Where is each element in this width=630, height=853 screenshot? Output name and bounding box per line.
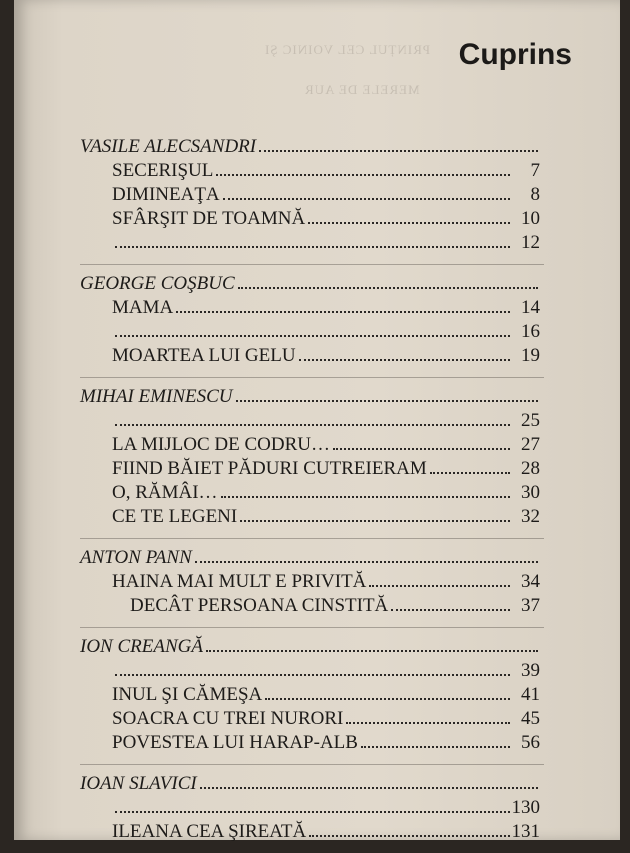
dot-leader <box>216 173 510 176</box>
author-name: IOAN SLAVICI <box>80 773 197 794</box>
author-row <box>80 273 540 297</box>
dot-leader <box>176 310 510 313</box>
section-divider <box>80 627 544 628</box>
entry-title: LA MIJLOC DE CODRU… <box>112 434 330 455</box>
toc-section <box>80 264 540 369</box>
toc-entry[interactable] <box>80 208 540 232</box>
toc-section <box>80 764 540 845</box>
toc-entry[interactable] <box>80 184 540 208</box>
dot-leader <box>115 334 510 337</box>
page-number: 14 <box>521 297 540 318</box>
dot-leader <box>223 197 510 200</box>
entry-title: SFÂRŞIT DE TOAMNĂ <box>112 208 306 229</box>
dot-leader <box>259 149 538 152</box>
table-of-contents <box>80 136 540 853</box>
toc-entry[interactable] <box>80 506 540 530</box>
toc-entry[interactable] <box>80 232 540 256</box>
page-number: 7 <box>530 160 540 181</box>
author-name: ANTON PANN <box>80 547 192 568</box>
page-number: 131 <box>511 821 540 842</box>
toc-entry[interactable] <box>80 458 540 482</box>
author-row <box>80 386 540 410</box>
dot-leader <box>430 471 510 474</box>
page-number: 56 <box>521 732 540 753</box>
toc-entry[interactable] <box>80 434 540 458</box>
author-name: GEORGE COŞBUC <box>80 273 235 294</box>
page-number: 41 <box>521 684 540 705</box>
toc-entry[interactable] <box>80 821 540 845</box>
dot-leader <box>115 245 510 248</box>
toc-section <box>80 627 540 756</box>
page-number: 37 <box>521 595 540 616</box>
page-number: 30 <box>521 482 540 503</box>
author-row <box>80 547 540 571</box>
dot-leader <box>369 584 510 587</box>
author-name: MIHAI EMINESCU <box>80 386 233 407</box>
page-number: 27 <box>521 434 540 455</box>
author-name: VASILE ALECSANDRI <box>80 136 257 157</box>
dot-leader <box>391 608 510 611</box>
toc-entry[interactable] <box>80 684 540 708</box>
page-number: 45 <box>521 708 540 729</box>
section-divider <box>80 538 544 539</box>
book-page <box>14 0 620 840</box>
entry-title: SOACRA CU TREI NURORI <box>112 708 344 729</box>
entry-title: DIMINEAŢA <box>112 184 220 205</box>
page-number: 130 <box>511 797 540 818</box>
page-number: 16 <box>521 321 540 342</box>
toc-entry[interactable] <box>80 708 540 732</box>
page-number: 39 <box>521 660 540 681</box>
page-number: 10 <box>521 208 540 229</box>
entry-title: POVESTEA LUI HARAP-ALB <box>112 732 358 753</box>
toc-entry[interactable] <box>80 321 540 345</box>
section-divider <box>80 377 544 378</box>
entry-title: MAMA <box>112 297 174 318</box>
dot-leader <box>361 745 510 748</box>
entry-title: O, RĂMÂI… <box>112 482 218 503</box>
page-number: 19 <box>521 345 540 366</box>
toc-entry[interactable] <box>80 797 540 821</box>
dot-leader <box>200 786 538 789</box>
author-name: ION CREANGĂ <box>80 636 203 657</box>
dot-leader <box>240 519 510 522</box>
entry-title: SECERIŞUL <box>112 160 214 181</box>
toc-entry[interactable] <box>80 571 540 595</box>
entry-title: FIIND BĂIET PĂDURI CUTREIERAM <box>112 458 427 479</box>
entry-title: HAINA MAI MULT E PRIVITĂ <box>112 571 367 592</box>
author-row <box>80 636 540 660</box>
toc-entry[interactable] <box>80 732 540 756</box>
toc-section <box>80 377 540 530</box>
toc-entry[interactable] <box>80 595 540 619</box>
toc-entry[interactable] <box>80 660 540 684</box>
page-number: 34 <box>521 571 540 592</box>
bleed-through-text: MERELE DE AUR <box>304 82 420 97</box>
dot-leader <box>115 423 510 426</box>
toc-entry[interactable] <box>80 345 540 369</box>
toc-entry[interactable] <box>80 160 540 184</box>
dot-leader <box>206 649 538 652</box>
toc-entry[interactable] <box>80 410 540 434</box>
dot-leader <box>115 673 510 676</box>
entry-title: MOARTEA LUI GELU <box>112 345 296 366</box>
dot-leader <box>308 221 510 224</box>
dot-leader <box>346 721 510 724</box>
entry-title: ILEANA CEA ŞIREATĂ <box>112 821 307 842</box>
dot-leader <box>195 560 538 563</box>
dot-leader <box>236 399 539 402</box>
author-row <box>80 136 540 160</box>
page-number: 12 <box>521 232 540 253</box>
section-divider <box>80 764 544 765</box>
page-title: Cuprins <box>458 38 572 71</box>
toc-entry[interactable] <box>80 297 540 321</box>
dot-leader <box>238 286 538 289</box>
bleed-through-text: PRINȚUL CEL VOINIC ŞI <box>264 42 431 57</box>
toc-section <box>80 538 540 619</box>
dot-leader <box>221 495 510 498</box>
page-number: 32 <box>521 506 540 527</box>
entry-title: CE TE LEGENI <box>112 506 238 527</box>
entry-title: INUL ŞI CĂMEŞA <box>112 684 263 705</box>
dot-leader <box>265 697 510 700</box>
page-number: 8 <box>530 184 540 205</box>
page-number: 28 <box>521 458 540 479</box>
dot-leader <box>333 447 510 450</box>
toc-entry[interactable] <box>80 482 540 506</box>
page-number: 25 <box>521 410 540 431</box>
author-row <box>80 773 540 797</box>
section-divider <box>80 264 544 265</box>
entry-title: DECÂT PERSOANA CINSTITĂ <box>130 595 389 616</box>
toc-section <box>80 136 540 256</box>
dot-leader <box>309 834 509 837</box>
dot-leader <box>299 358 510 361</box>
dot-leader <box>115 810 510 813</box>
